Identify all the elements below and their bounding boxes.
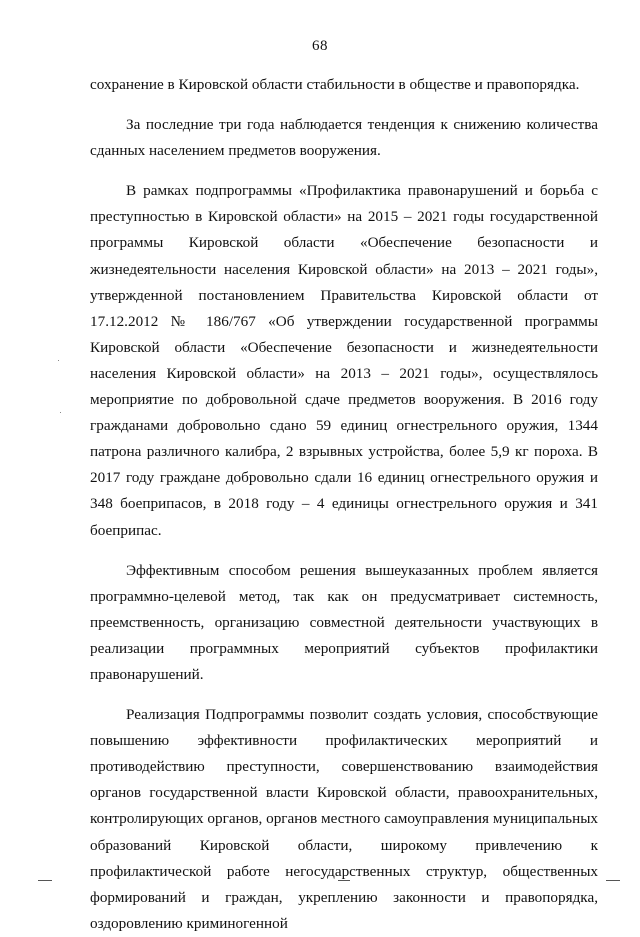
page-number: 68 <box>312 38 328 54</box>
scan-mark-right <box>606 880 620 881</box>
paragraph-weapons-trend: За последние три года наблюдается тенденция к снижению количества сданных населением предметов вооружения. <box>90 116 598 160</box>
scan-dot <box>60 412 61 413</box>
scan-mark-center <box>338 880 350 881</box>
paragraph-subprogram-measures: В рамках подпрограммы «Профилактика правонарушений и борьба с преступностью в Кировской области» на 2015 – 2021 годы государственной программы Кировской области «Обеспечение безопасности и жизнедеятельности населения Кировской области» на 2013 – 2021 годы», утвержденной постановлением Правительства Кировской области от 17.12.2012 № 186/767 «Об утверждении государственной программы Кировской области «Обеспечение безопасности и жизнедеятельности населения Кировской области» на 2013 – 2021 годы», осуществлялось мероприятие по добровольной сдаче предметов вооружения. В 2016 году гражданами добровольно сдано 59 единиц огнестрельного оружия, 1344 патрона различного калибра, 2 взрывных устройства, более 5,9 кг пороха. В 2017 году граждане добровольно сдали 16 единиц огнестрельного оружия и 348 боеприпасов, в 2018 году – 4 единицы огнестрельного оружия и 341 боеприпас. <box>90 182 598 539</box>
scan-mark-left <box>38 880 52 881</box>
paragraph-program-method: Эффективным способом решения вышеуказанных проблем является программно-целевой метод, так как он предусматривает системность, преемственность, организацию совместной деятельности участвующих в реализации программных мероприятий субъектов профилактики правонарушений. <box>90 561 598 683</box>
scan-dot <box>58 360 59 361</box>
paragraph-subprogram-goals: Реализация Подпрограммы позволит создать условия, способствующие повышению эффективности профилактических мероприятий и противодействию преступности, совершенствованию взаимодействия органов государственной власти Кировской области, правоохранительных, контролирующих органов, органов местного самоуправления муниципальных образований Кировской области, широкому привлечению к профилактической работе негосударственных структур, общественных формирований и граждан, укреплению законности и правопорядка, оздоровлению криминогенной <box>90 706 598 932</box>
paragraph-continuation: сохранение в Кировской области стабильности в обществе и правопорядка. <box>90 76 580 93</box>
body-text <box>90 72 598 937</box>
